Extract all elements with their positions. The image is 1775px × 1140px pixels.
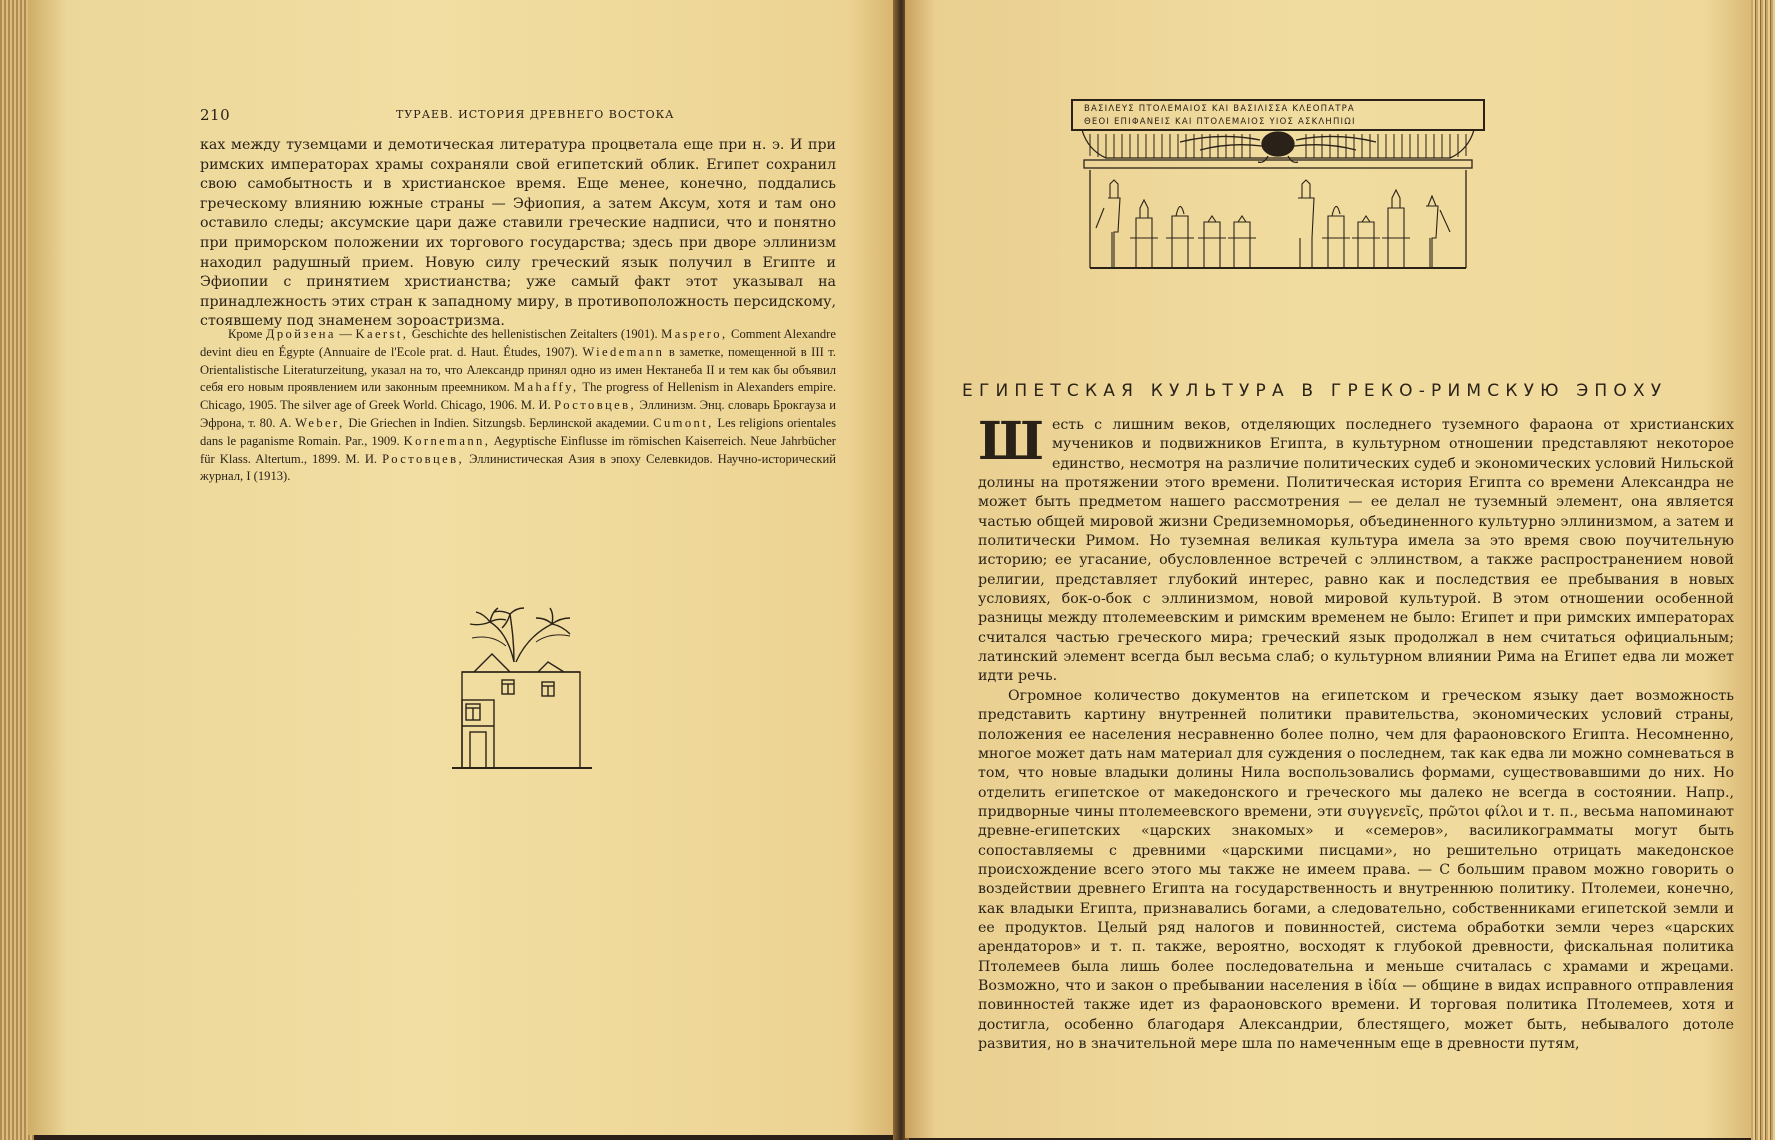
note-text: Эллинистическая Азия в эпоху Селевкидов. Научно-исторический журнал, I (1913). xyxy=(200,451,837,484)
chapter-title: ЕГИПЕТСКАЯ КУЛЬТУРА В ГРЕКО-РИМСКУЮ ЭПОХУ xyxy=(962,381,1668,401)
note-text: The progress of Hellenism in Alexanders empire. Chicago, 1905. The silver age of Greek World. Chicago, 1906. М. И. xyxy=(200,380,836,413)
note-text: Кроме xyxy=(228,327,263,341)
left-body-text: ках между туземцами и демотическая литература процветала еще при н. э. И при римских императорах храмы сохраняли свой египетский облик. Египет сохранил свою самобытность и в христианское время. Еще менее, конечно, поддались греческому влиянию южные страны — Эфиопия, а затем Аксум, хотя и там оно оставило следы; аксумские цари даже ставили греческие надписи, что и понятно при приморском положении их торгового государства; здесь при дворе эллинизм находил радушный прием. Новую силу греческий язык получил в Египте и Эфиопии с принятием христианства; уже самый факт этот указывал на принадлежность этих стран к западному миру, в противоположность персидскому, стоявшему под знаменем зороастризма. xyxy=(200,137,836,330)
page-number: 210 xyxy=(200,106,231,124)
note-author: Ростовцев, xyxy=(382,451,465,466)
bibliography-notes xyxy=(200,326,836,486)
note-text: Comment Alexandre devint dieu en Égypte (Annuaire de l'Ecole prat. d. Haut. Études, 1907). xyxy=(200,327,836,359)
frieze-inscription-line2: ΘΕΟΙ ΕΠΙΦΑΝΕΙΣ ΚΑΙ ΠΤΟΛΕΜΑΙΟΣ ΥΙΟΣ ΑΣΚΛΗΠΙΩΙ xyxy=(1084,117,1356,127)
note-text: Geschichte des hellenistischen Zeitalters (1901). xyxy=(411,327,658,341)
page-edges-right xyxy=(1751,0,1775,1140)
note-author: Wiedemann xyxy=(582,344,665,359)
note-text: Les religions orientales dans le paganisme Romain. Par., 1909. xyxy=(200,415,837,448)
note-author: Weber, xyxy=(295,415,345,430)
note-author: Дройзена xyxy=(265,327,336,341)
note-author: Cumont, xyxy=(653,415,714,430)
note-author: Mahaffy, xyxy=(513,380,579,395)
note-author: Kaerst, xyxy=(355,327,409,341)
right-body-text xyxy=(978,411,1734,1054)
note-text: Эллинизм. Энц. словарь Брокгауза и Эфрона, т. 80. A. xyxy=(200,398,837,430)
ptolemaic-temple-frieze-illustration xyxy=(1070,98,1486,272)
note-text: Aegyptische Einflusse im römischen Kaiserreich. Neue Jahrbücher für Klass. Altertum., 1899. М. И. xyxy=(200,433,836,466)
note-text: в заметке, помещенной в III т. Orientalistische Literaturzeitung, указал на то, что Александр принял одно из имен Нектанеба II и тем как бы объявил себя его новым проявлением или законным преемником. xyxy=(200,344,837,395)
frieze-inscription-line1: ΒΑΣΙΛΕΥΣ ΠΤΟΛΕΜΑΙΟΣ ΚΑΙ ΒΑΣΙΛΙΣΣΑ ΚΛΕΟΠΑΤΡΑ xyxy=(1084,104,1355,114)
drop-cap: Ш xyxy=(978,411,1044,472)
note-author: Ростовцев, xyxy=(554,398,637,413)
note-author: Kornemann, xyxy=(403,433,491,448)
paragraph-2: Огромное количество документов на египетском и греческом языку дает возможность представить картину внутренней политики правительства, экономических условий страны, положения ее населения несравненно более полно, чем для фараоновского Египта. Несомненно, многое может дать нам материал для суждения о последнем, так как едва ли можно сомневаться в том, что новые владыки долины Нила воспользовались формами, существовавшими до них. Но отделить египетское от македонского и греческого мы далеко не всегда в состоянии. Напр., придворные чины птолемеевского времени, эти συγγενεῖς, πρῶτοι φίλοι и т. п., весьма напоминают древне-египетских «царских знакомых» и «семеров», василикограмматы могут быть сопоставляемы с древними «царскими писцами», но решительно отрицать македонское происхождение всего этого мы также не имеем права. — С большим правом можно говорить о воздействии древнего Египта на государственность и внутреннюю политику. Птолемеи, конечно, как владыки Египта, признавались богами, а следовательно, собственниками египетской земли и ее продуктов. Целый ряд налогов и повинностей, система обработки земли через «царских арендаторов» и т. п. также, вероятно, восходят к глубокой древности, фискальная политика Птолемеев была лишь более последовательна и меньше считалась с храмами и жрецами. Возможно, что и закон о пребывании населения в ἰδία — общине в видах исправного отправления повинностей также идет из фараоновского времени. И торговая политика Птолемеев, хотя и достигла, особенно благодаря Александрии, блестящего, может быть, небывалого дотоле развития, но в значительной мере шла по намеченным еще в древности путям, xyxy=(978,687,1734,1052)
paragraph-1: есть с лишним веков, отделяющих последнего туземного фараона от христианских мучеников и подвижников Египта, в культурном отношении представляют некоторое единство, несмотря на различие политических судеб и экономических условий Нильской долины на протяжении этого времени. Политическая история Египта со времени Александра не может быть предметом нашего рассмотрения — ее делал не туземный элемент, она является частью общей мировой жизни Средиземноморья, объединенного культурно эллинизмом, а затем и политически Римом. Но туземная великая культура имела за это время свою поучительную историю; ее угасание, обусловленное встречей с эллинством, а также распространением новой религии, представляет глубокий интерес, равно как и последствия ее пребывания в новых условиях, бок-о-бок с эллинизмом, новой мировой культурой. В этом отношении особенной разницы между птолемеевским и римским временем не было: Египет и при римских императорах считался частью греческого мира; греческий язык продолжал в нем считаться официальным; латинский элемент всегда был весьма слаб; о культурном влиянии Рима на Египет едва ли может идти речь. xyxy=(978,417,1734,685)
note-text: Die Griechen in Indien. Sitzungsb. Берлинской академии. xyxy=(348,415,650,430)
running-title: ТУРАЕВ. ИСТОРИЯ ДРЕВНЕГО ВОСТОКА xyxy=(396,108,675,121)
house-with-palms-illustration xyxy=(452,604,602,774)
note-text: — xyxy=(339,327,352,341)
note-author: Maspero, xyxy=(661,327,728,341)
